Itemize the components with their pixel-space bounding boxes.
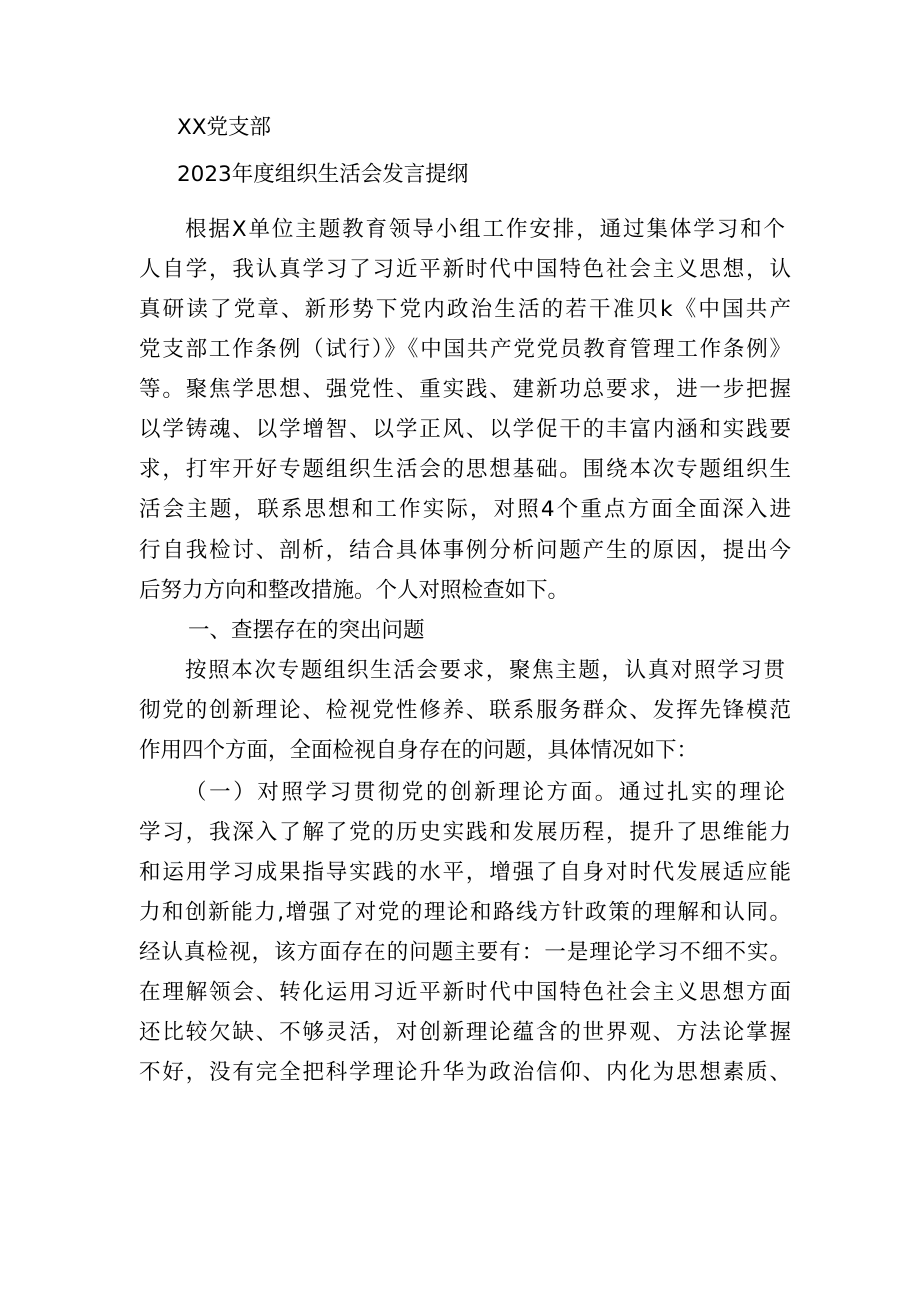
intro-line: 行自我检讨、剖析，结合具体事例分析问题产生的原因，提出今 [139,538,791,563]
subsection-line: （一）对照学习贯彻党的创新理论方面。通过扎实的理论 [185,780,785,805]
intro-line: 人自学，我认真学习了习近平新时代中国特色社会主义思想，认 [139,257,791,282]
section-line: 按照本次专题组织生活会要求，聚焦主题，认真对照学习贯 [185,658,785,683]
section-line: 作用四个方面，全面检视自身存在的问题，具体情况如下： [139,738,699,763]
intro-line: 党支部工作条例（试行）》《中国共产党党员教育管理工作条例》 [139,337,791,362]
intro-line: 以学铸魂、以学增智、以学正风、以学促干的丰富内涵和实践要 [139,417,791,442]
intro-line: 真研读了党章、新形势下党内政治生活的若干准贝k《中国共产 [139,297,791,322]
intro-line: 等。聚焦学思想、强党性、重实践、建新功总要求，进一步把握 [139,377,791,402]
org-name: XX党支部 [177,115,271,140]
subsection-line: 在理解领会、转化运用习近平新时代中国特色社会主义思想方面 [139,980,791,1005]
intro-line: 根据X单位主题教育领导小组工作安排，通过集体学习和个 [185,217,785,242]
doc-title: 2023年度组织生活会发言提纲 [177,162,469,187]
intro-line: 求，打牢开好专题组织生活会的思想基础。围绕本次专题组织生 [139,457,791,482]
intro-line: 活会主题，联系思想和工作实际，对照4个重点方面全面深入进 [139,497,791,522]
section-heading: 一、查摆存在的突出问题 [188,618,425,643]
subsection-line: 还比较欠缺、不够灵活，对创新理论蕴含的世界观、方法论掌握 [139,1020,791,1045]
subsection-line: 不好，没有完全把科学理论升华为政治信仰、内化为思想素质、 [139,1060,791,1085]
subsection-line: 力和创新能力,增强了对党的理论和路线方针政策的理解和认同。 [139,900,791,925]
subsection-line: 学习，我深入了解了党的历史实践和发展历程，提升了思维能力 [139,820,791,845]
subsection-line: 和运用学习成果指导实践的水平，增强了自身对时代发展适应能 [139,860,791,885]
subsection-line: 经认真检视，该方面存在的问题主要有：一是理论学习不细不实。 [139,940,791,965]
section-line: 彻党的创新理论、检视党性修养、联系服务群众、发挥先锋模范 [139,698,791,723]
intro-line: 后努力方向和整改措施。个人对照检查如下。 [139,578,570,603]
